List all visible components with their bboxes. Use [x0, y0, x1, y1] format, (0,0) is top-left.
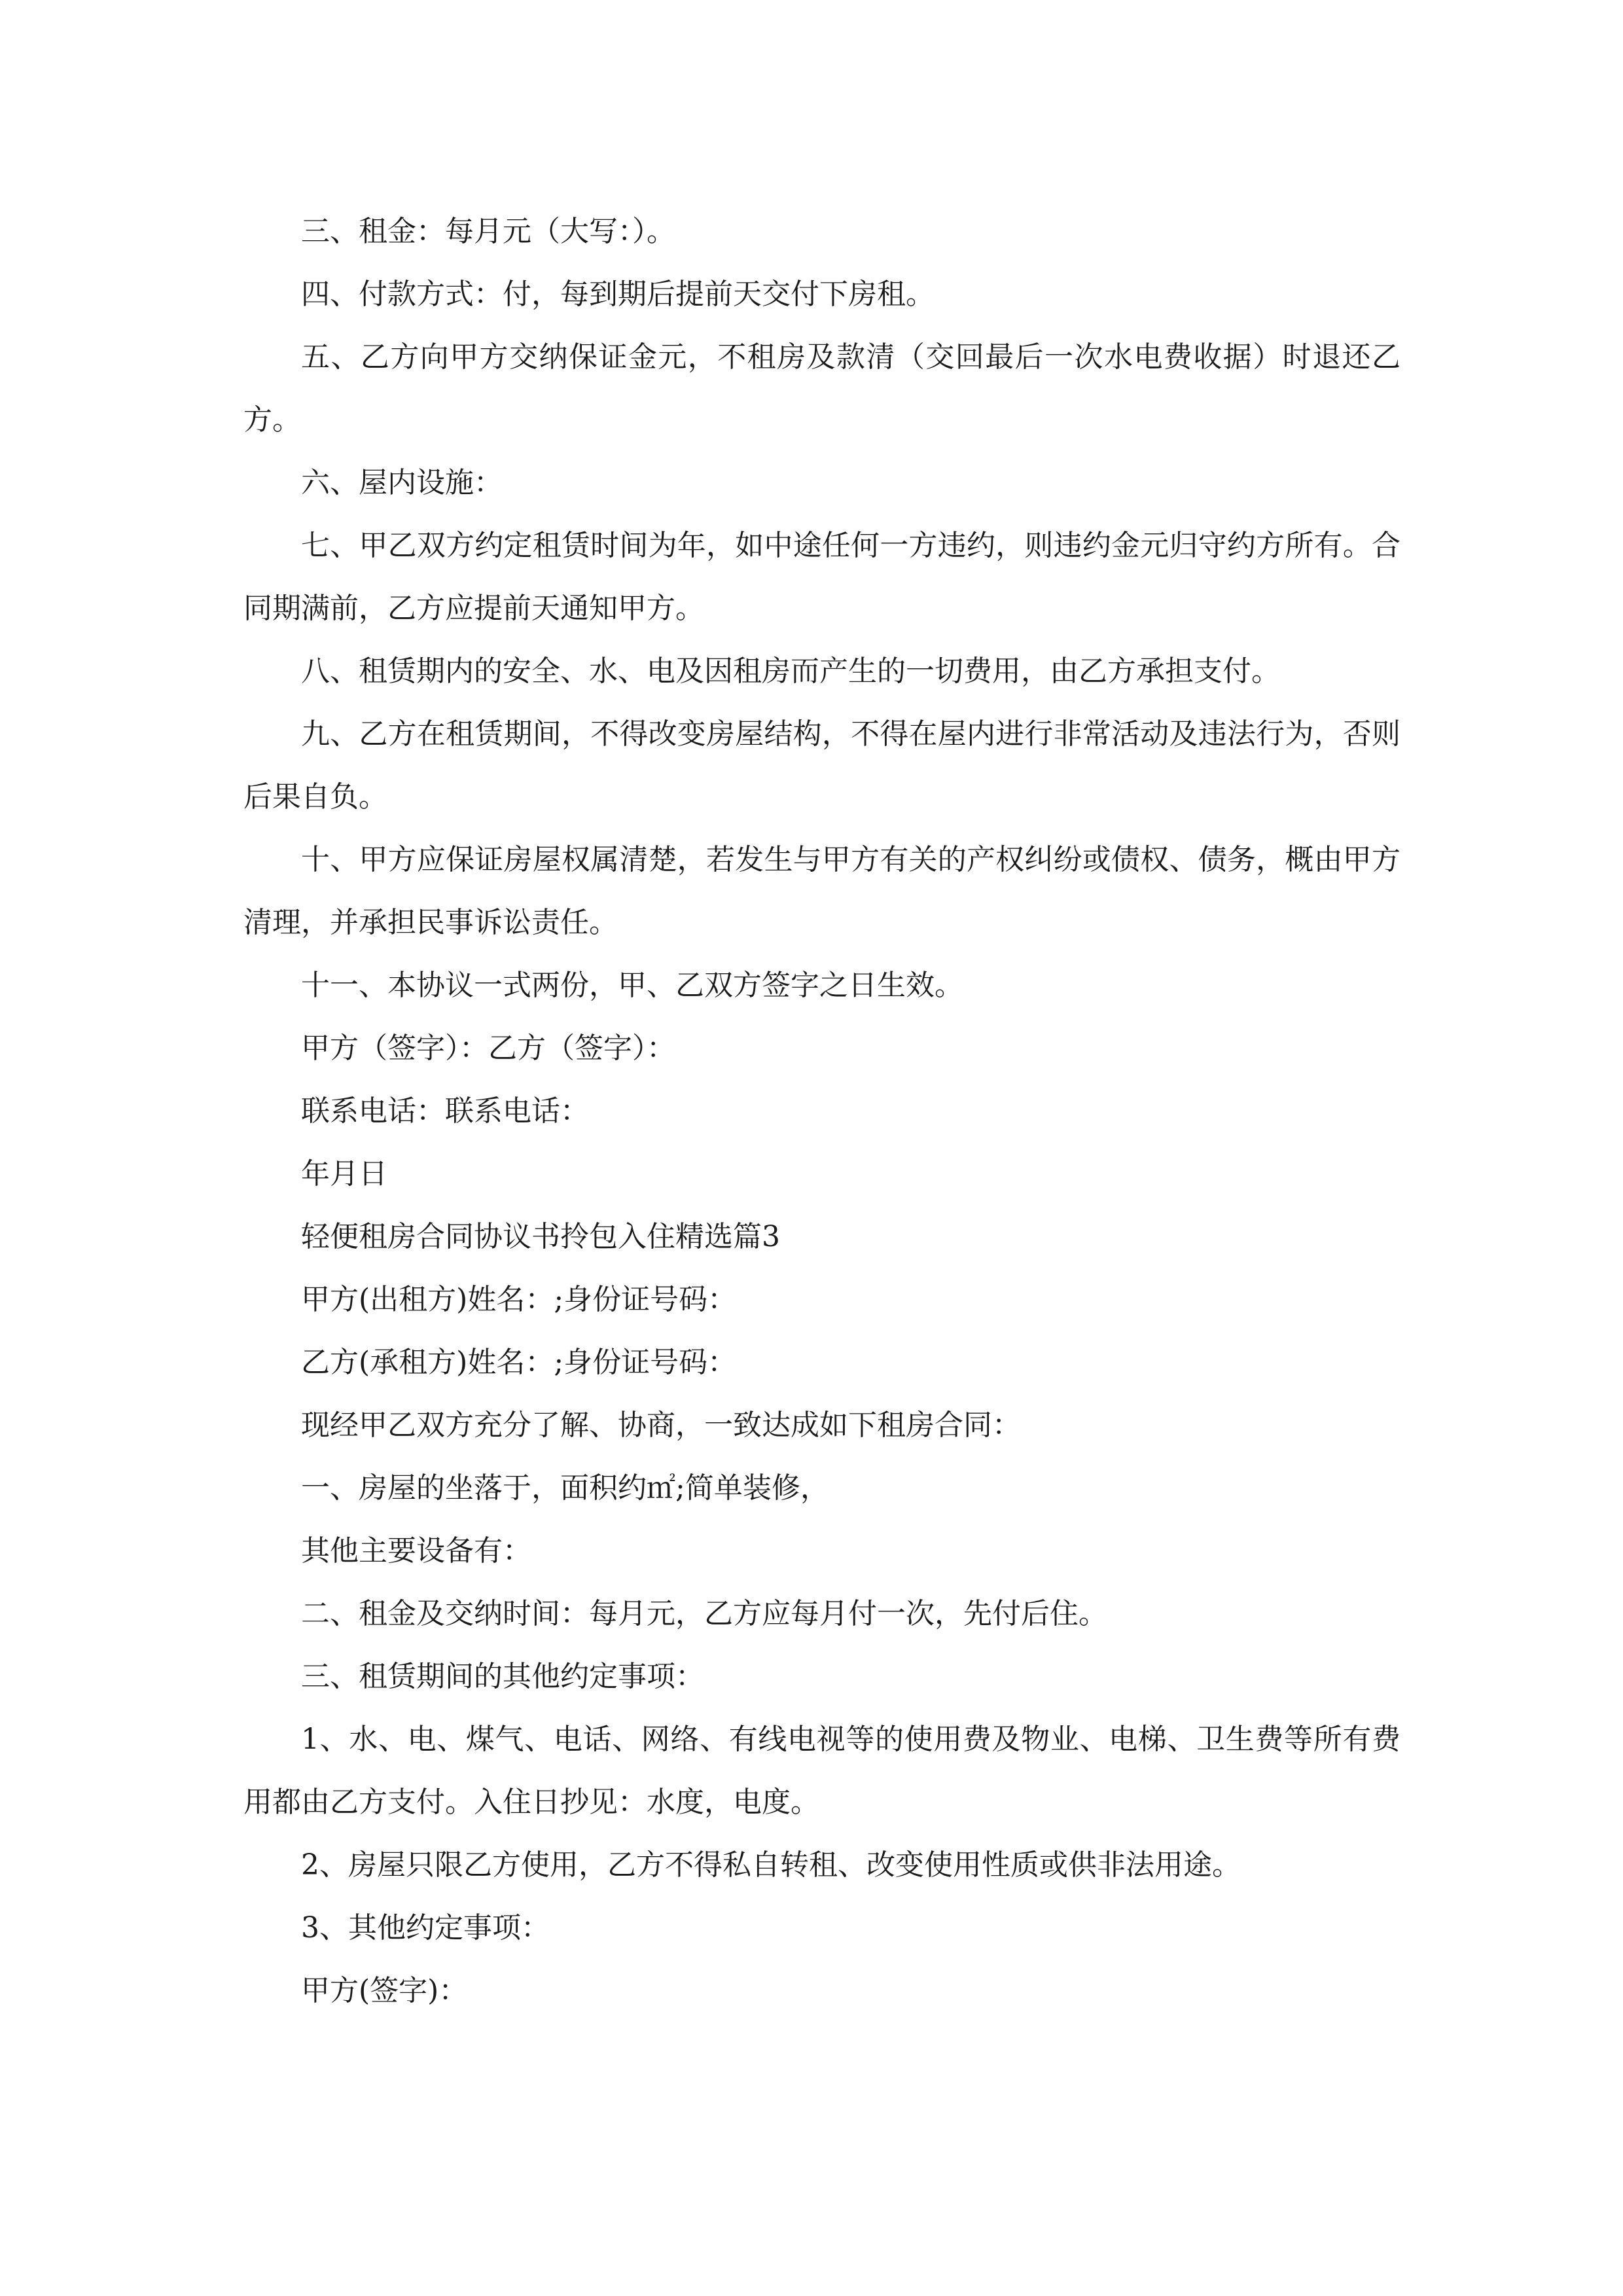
date-line: 年月日 [301, 1157, 387, 1191]
clause-rent: 三、租金：每月元（大写：）。 [301, 215, 675, 248]
party-a-signature: 甲方(签字)： [301, 1974, 468, 2007]
agreement-intro: 现经甲乙双方充分了解、协商，一致达成如下租房合同： [301, 1408, 1021, 1442]
document-body [243, 200, 1400, 2022]
clause-payment-method: 四、付款方式：付，每到期后提前天交付下房租。 [301, 278, 935, 311]
clause-equipment: 其他主要设备有： [301, 1534, 531, 1568]
clause-term-breach: 七、甲乙双方约定租赁时间为年，如中途任何一方违约，则违约金元归守约方所有。合同期满前，乙方应提前天通知甲方。 [243, 529, 1400, 625]
term-other: 3、其他约定事项： [301, 1911, 550, 1945]
clause-facilities: 六、屋内设施： [301, 466, 503, 499]
party-b-info: 乙方(承租方)姓名：;身份证号码： [301, 1346, 737, 1379]
clause-rent-timing: 二、租金及交纳时间：每月元，乙方应每月付一次，先付后住。 [301, 1597, 1107, 1630]
term-usage: 2、房屋只限乙方使用，乙方不得私自转租、改变使用性质或供非法用途。 [301, 1848, 1241, 1882]
phone-line: 联系电话：联系电话： [301, 1094, 589, 1128]
signature-line: 甲方（签字）：乙方（签字）： [301, 1031, 675, 1065]
term-utilities: 1、水、电、煤气、电话、网络、有线电视等的使用费及物业、电梯、卫生费等所有费用都由乙方支付。入住日抄见：水度，电度。 [243, 1723, 1400, 1819]
clause-effective: 十一、本协议一式两份，甲、乙双方签字之日生效。 [301, 969, 963, 1002]
section-heading: 轻便租房合同协议书拎包入住精选篇3 [301, 1220, 780, 1253]
clause-location: 一、房屋的坐落于，面积约㎡;简单装修， [301, 1471, 829, 1505]
clause-ownership: 十、甲方应保证房屋权属清楚，若发生与甲方有关的产权纠纷或债权、债务，概由甲方清理，并承担民事诉讼责任。 [243, 843, 1400, 939]
clause-structure: 九、乙方在租赁期间，不得改变房屋结构，不得在屋内进行非常活动及违法行为，否则后果自负。 [243, 717, 1400, 814]
clause-deposit: 五、乙方向甲方交纳保证金元，不租房及款清（交回最后一次水电费收据）时退还乙方。 [243, 340, 1400, 437]
clause-other-terms: 三、租赁期间的其他约定事项： [301, 1660, 704, 1693]
clause-safety-costs: 八、租赁期内的安全、水、电及因租房而产生的一切费用，由乙方承担支付。 [301, 655, 1280, 688]
party-a-info: 甲方(出租方)姓名：;身份证号码： [301, 1283, 737, 1316]
